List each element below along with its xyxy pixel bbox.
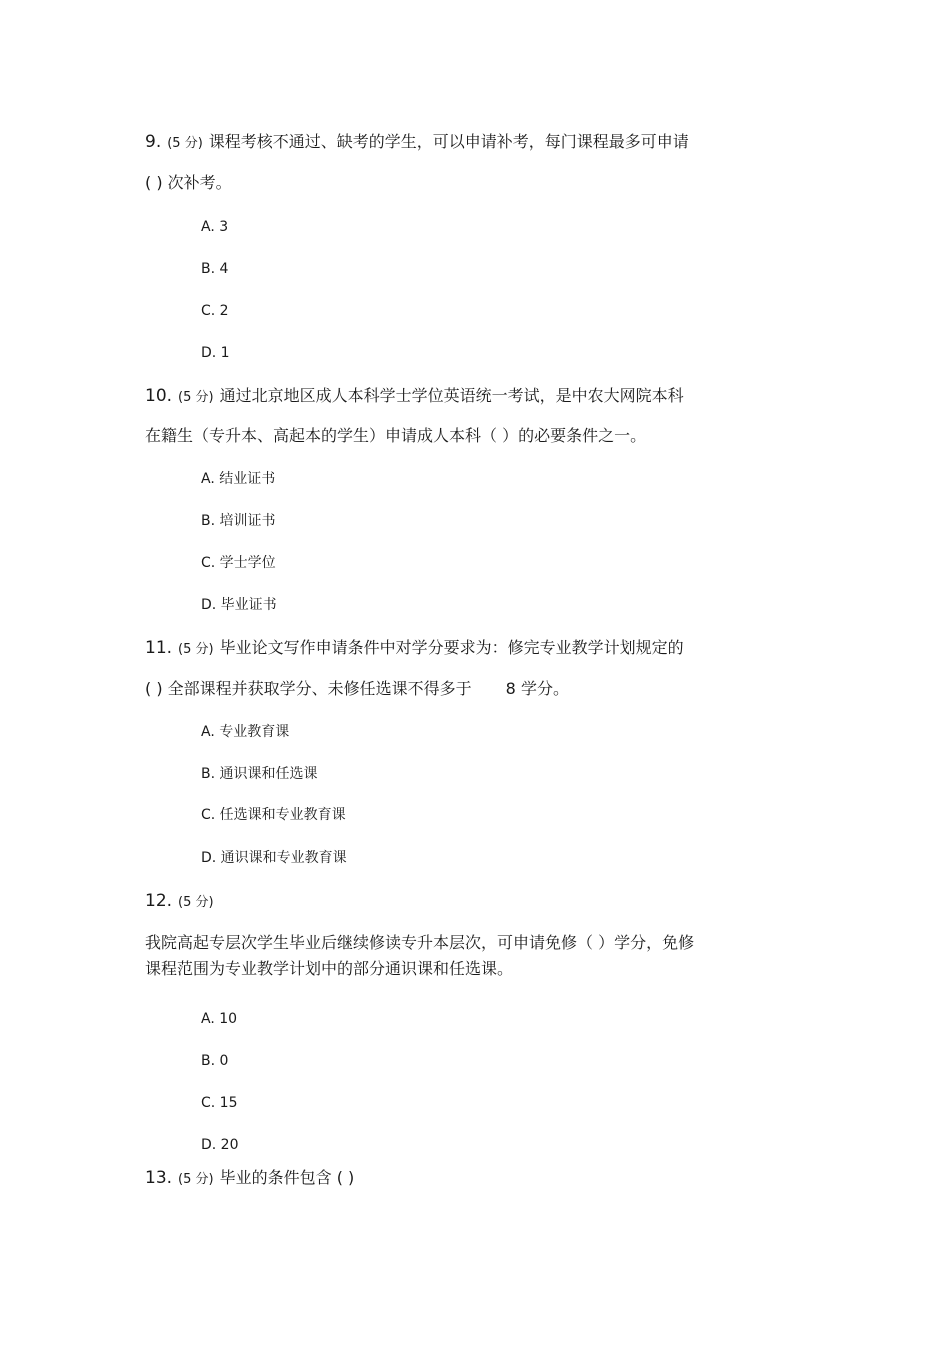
question-points: (5 分) — [178, 1172, 214, 1187]
question-11-option-a: A. 专业教育课 — [201, 724, 290, 740]
question-10-option-c: C. 学士学位 — [201, 555, 276, 571]
question-text: 毕业的条件包含 ( ) — [219, 1168, 355, 1187]
question-11-option-c: C. 任选课和专业教育课 — [201, 807, 346, 823]
question-text: 课程考核不通过、缺考的学生，可以申请补考，每门课程最多可申请 — [208, 132, 689, 151]
question-9-option-d: D. 1 — [201, 345, 230, 361]
question-9-option-b: B. 4 — [201, 261, 229, 277]
question-text: 通过北京地区成人本科学士学位英语统一考试，是中农大网院本科 — [219, 386, 684, 405]
question-12-option-c: C. 15 — [201, 1095, 238, 1111]
question-10-stem-line1 — [145, 386, 684, 408]
question-10-option-d: D. 毕业证书 — [201, 597, 277, 613]
question-number: 9. — [145, 132, 162, 152]
question-12-stem-line1: 我院高起专层次学生毕业后继续修读专升本层次，可申请免修（ ）学分，免修 — [145, 933, 695, 952]
question-text: 毕业论文写作申请条件中对学分要求为：修完专业教学计划规定的 — [219, 638, 684, 657]
question-points: (5 分) — [178, 642, 214, 657]
question-9-stem-line1 — [145, 132, 689, 154]
question-number: 11. — [145, 638, 173, 658]
question-number: 13. — [145, 1168, 173, 1188]
question-12-stem-line2: 课程范围为专业教学计划中的部分通识课和任选课。 — [145, 959, 514, 978]
question-text: 8 学分。 — [505, 679, 569, 698]
question-number: 12. — [145, 891, 173, 911]
question-12-option-a: A. 10 — [201, 1011, 238, 1027]
question-12-option-b: B. 0 — [201, 1053, 229, 1069]
question-points: (5 分) — [167, 136, 203, 151]
question-9-option-a: A. 3 — [201, 219, 229, 235]
question-13-stem-line1 — [145, 1168, 354, 1190]
question-10-option-a: A. 结业证书 — [201, 471, 276, 487]
question-12-option-d: D. 20 — [201, 1137, 239, 1153]
question-9-option-c: C. 2 — [201, 303, 229, 319]
question-number: 10. — [145, 386, 173, 406]
question-10-option-b: B. 培训证书 — [201, 513, 276, 529]
question-9-stem-line2: ( ) 次补考。 — [145, 173, 232, 192]
question-11-stem-line2 — [145, 679, 569, 699]
question-11-option-b: B. 通识课和任选课 — [201, 766, 318, 782]
question-11-option-d: D. 通识课和专业教育课 — [201, 850, 347, 866]
question-12-header — [145, 891, 220, 913]
question-points: (5 分) — [178, 390, 214, 405]
question-points: (5 分) — [178, 895, 214, 910]
question-text: ( ) 全部课程并获取学分、未修任选课不得多于 — [145, 679, 472, 698]
question-10-stem-line2: 在籍生（专升本、高起本的学生）申请成人本科（ ）的必要条件之一。 — [145, 426, 647, 445]
question-11-stem-line1 — [145, 638, 684, 660]
